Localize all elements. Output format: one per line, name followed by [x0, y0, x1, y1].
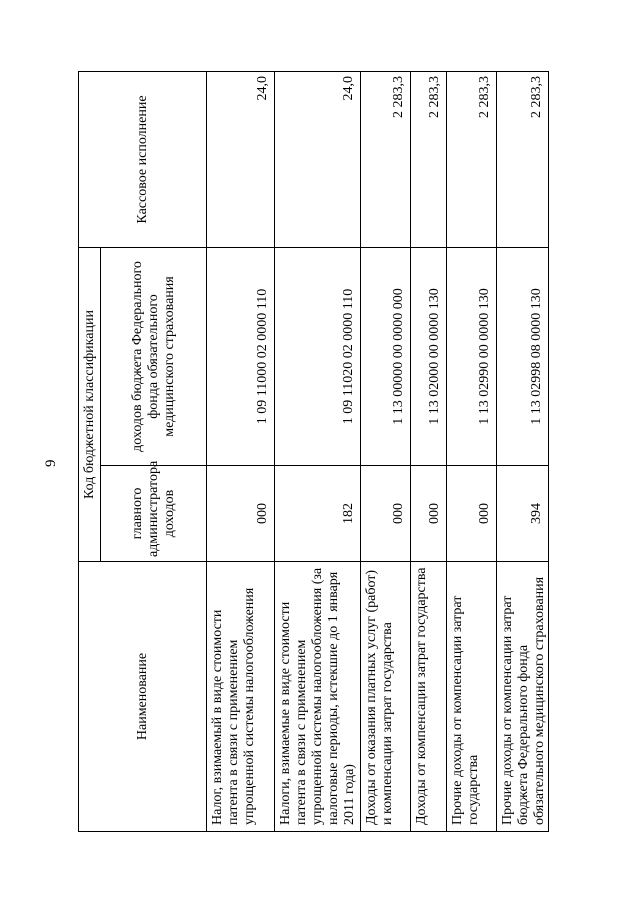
- rotated-page-content: [43, 72, 547, 832]
- row-admin-code: 000: [361, 466, 411, 562]
- row-amount: 2 283,3: [447, 72, 497, 248]
- row-admin-code: 000: [411, 466, 447, 562]
- budget-revenue-table: [78, 71, 549, 832]
- row-classification-code: 1 13 02000 00 0000 130: [411, 248, 447, 466]
- table-row: [447, 72, 497, 832]
- row-classification-code: 1 13 02990 00 0000 130: [447, 248, 497, 466]
- header-row-1: [79, 72, 101, 832]
- table-row: [411, 72, 447, 832]
- header-revenue: доходов бюджета Федерального фонда обязательного медицинского страхования: [101, 248, 207, 466]
- row-classification-code: 1 09 11020 02 0000 110: [275, 248, 361, 466]
- row-amount: 2 283,3: [411, 72, 447, 248]
- header-name: Наименование: [79, 562, 207, 832]
- table-row: [361, 72, 411, 832]
- table-row: [275, 72, 361, 832]
- row-name: Прочие доходы от компенсации затрат бюджета Федерального фонда обязательного медицинского страхования: [497, 562, 549, 832]
- row-admin-code: 000: [447, 466, 497, 562]
- row-amount: 2 283,3: [497, 72, 549, 248]
- row-name: Налог, взимаемый в виде стоимости патента в связи с применением упрощенной системы налогообложения: [207, 562, 275, 832]
- row-amount: 2 283,3: [361, 72, 411, 248]
- row-name: Прочие доходы от компенсации затрат государства: [447, 562, 497, 832]
- row-name: Налоги, взимаемые в виде стоимости патента в связи с применением упрощенной системы налогообложения (за налоговые периоды, истекшие до 1 января 2011 года): [275, 562, 361, 832]
- row-classification-code: 1 13 02998 08 0000 130: [497, 248, 549, 466]
- page-number: 9: [43, 459, 59, 467]
- header-execution: Кассовое исполнение: [79, 72, 207, 248]
- row-name: Доходы от оказания платных услуг (работ) и компенсации затрат государства: [361, 562, 411, 832]
- row-classification-code: 1 13 00000 00 0000 000: [361, 248, 411, 466]
- header-admin: главного администратора доходов: [101, 466, 207, 562]
- table-row: [497, 72, 549, 832]
- row-amount: 24,0: [275, 72, 361, 248]
- header-classification: Код бюджетной классификации: [79, 248, 101, 562]
- row-classification-code: 1 09 11000 02 0000 110: [207, 248, 275, 466]
- row-admin-code: 000: [207, 466, 275, 562]
- table-row: [207, 72, 275, 832]
- row-name: Доходы от компенсации затрат государства: [411, 562, 447, 832]
- row-admin-code: 394: [497, 466, 549, 562]
- row-admin-code: 182: [275, 466, 361, 562]
- row-amount: 24,0: [207, 72, 275, 248]
